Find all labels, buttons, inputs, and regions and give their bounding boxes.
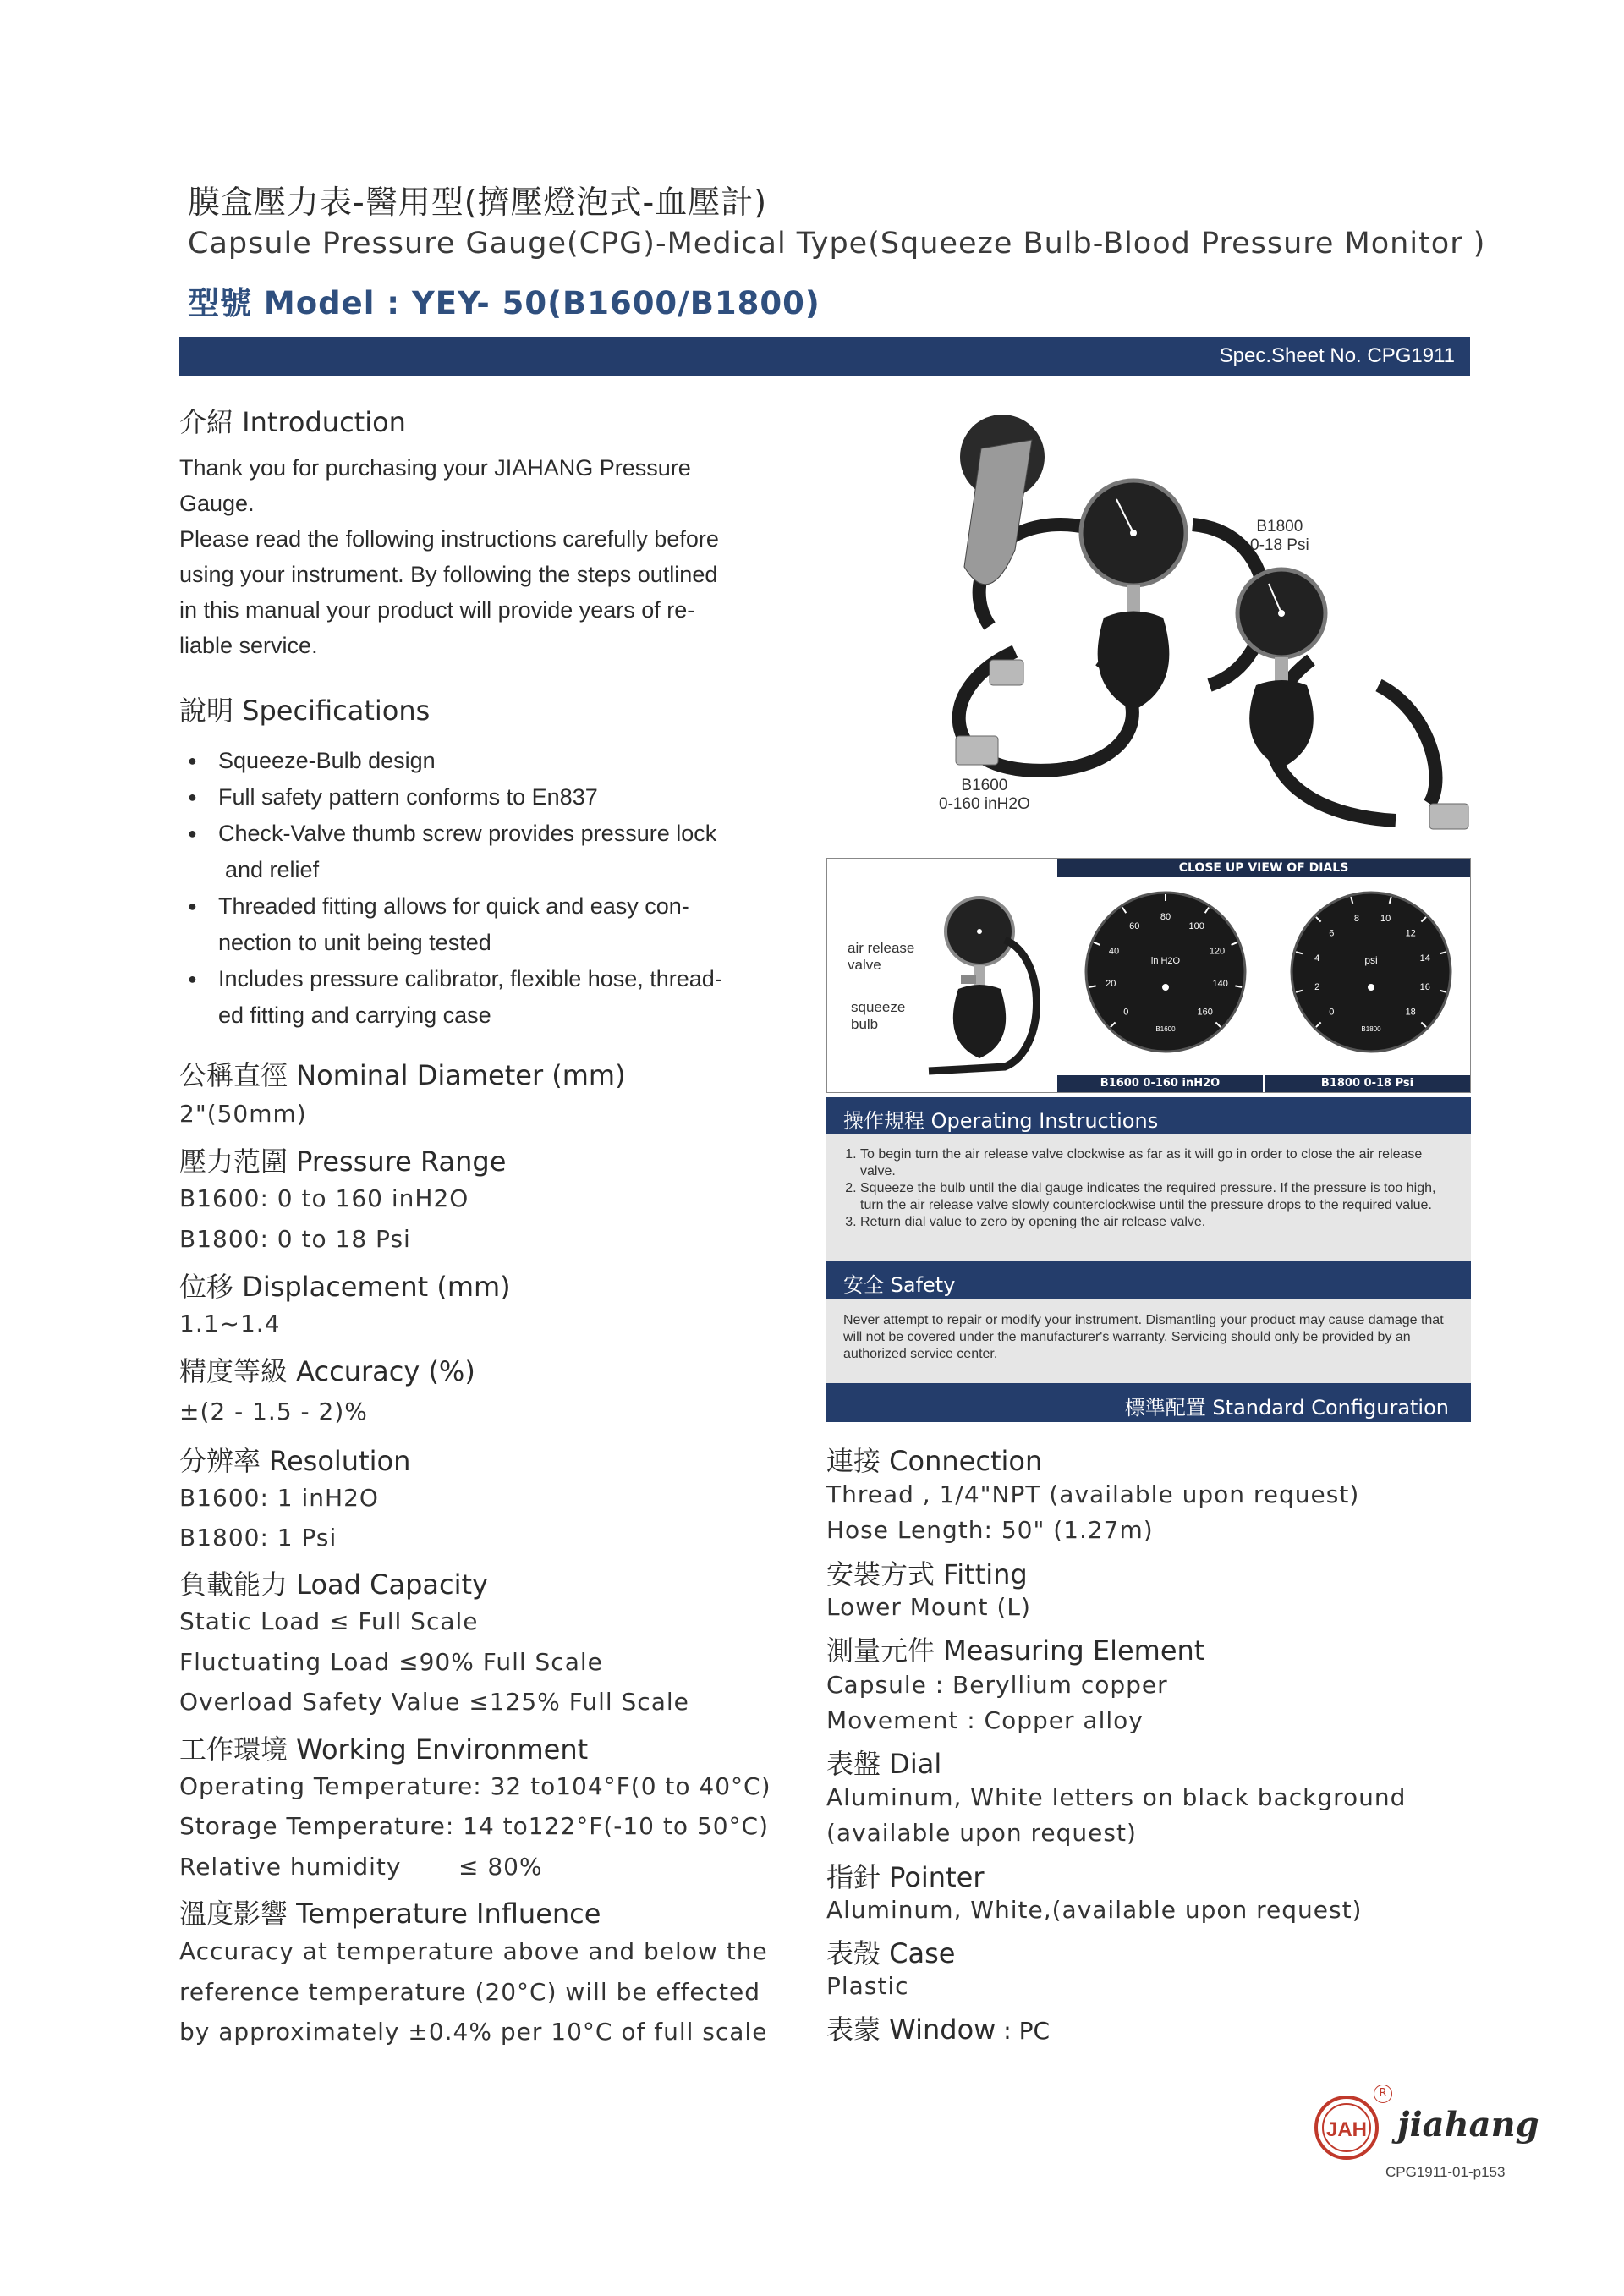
dial-tick-label: 120 — [1209, 946, 1226, 957]
operating-instructions-heading: 操作規程 Operating Instructions — [843, 1109, 1159, 1133]
dial-unit: psi — [1364, 954, 1378, 966]
dial-tick-label: 140 — [1212, 978, 1228, 989]
case-value: Plastic — [826, 1972, 909, 2000]
closeup-title: CLOSE UP VIEW OF DIALS — [1057, 859, 1470, 877]
dial-heading: 表盤 Dial — [826, 1748, 942, 1780]
bulb-b1600-icon — [1098, 612, 1170, 711]
spec-sheet-banner — [179, 337, 1470, 376]
squeeze-bulb-icon — [953, 985, 1006, 1058]
model-number: 型號 Model : YEY- 50(B1600/B1800) — [188, 285, 820, 321]
measuring-element-heading: 測量元件 Measuring Element — [826, 1634, 1205, 1667]
dial-tick-label: 16 — [1419, 982, 1430, 993]
dial-value: Aluminum, White letters on black background — [826, 1783, 1407, 1811]
dial-tick-label: 60 — [1129, 921, 1140, 932]
pressure-range-b1800: B1800: 0 to 18 Psi — [179, 1225, 411, 1253]
safety-box — [826, 1299, 1471, 1392]
list-item: ● Threaded fitting allows for quick and easy con- nection to unit being tested — [188, 888, 780, 961]
dial-tick-label: 20 — [1106, 978, 1116, 989]
humidity-value: ≤ 80% — [458, 1853, 543, 1881]
accuracy-value: ±(2 - 1.5 - 2)% — [179, 1398, 368, 1425]
intro-line: Thank you for purchasing your JIAHANG Pressure — [179, 455, 691, 481]
resolution-b1800: B1800: 1 Psi — [179, 1524, 337, 1552]
temperature-influence-heading: 溫度影響 Temperature Influence — [179, 1898, 601, 1930]
instruction-step: 2. Squeeze the bulb until the dial gauge indicates the required pressure. If the pressure is too high, turn the air release valve slowly counterclockwise until the pressure drops to the required value. — [860, 1180, 1454, 1214]
pressure-range-heading: 壓力范圍 Pressure Range — [179, 1145, 507, 1178]
intro-line: liable service. — [179, 633, 318, 658]
operating-instructions-box — [826, 1134, 1471, 1270]
temp-influence-line: Accuracy at temperature above and below the — [179, 1937, 768, 1965]
window-heading: 表蒙 Window : PC — [826, 2013, 1051, 2046]
dial-tick-label: 6 — [1329, 928, 1335, 939]
dial-tick-label: 0 — [1123, 1007, 1129, 1018]
pointer-value: Aluminum, White,(available upon request) — [826, 1896, 1363, 1924]
accuracy-heading: 精度等級 Accuracy (%) — [179, 1355, 475, 1387]
connection-heading: 連接 Connection — [826, 1445, 1043, 1477]
photo-label-b1600: B1600 0-160 inH2O — [939, 777, 1030, 813]
standard-configuration-bar — [826, 1383, 1471, 1422]
instruction-step: 3. Return dial value to zero by opening the air release valve. — [860, 1214, 1454, 1231]
air-release-valve-icon — [961, 975, 976, 984]
dial-tick-label: 160 — [1197, 1007, 1213, 1018]
dial2-caption: B1800 0-18 Psi — [1265, 1075, 1470, 1092]
closeup-gauge-illustration — [912, 881, 1056, 1084]
dial-tick-label: 14 — [1419, 953, 1430, 964]
dial-b1800 — [1287, 879, 1456, 1065]
air-release-valve-label: air release valve — [848, 940, 915, 973]
measuring-capsule: Capsule : Beryllium copper — [826, 1671, 1168, 1699]
nominal-diameter-heading: 公稱直徑 Nominal Diameter (mm) — [179, 1059, 626, 1091]
safety-heading: 安全 Safety — [843, 1273, 956, 1297]
storage-temperature: Storage Temperature: 14 to122°F(-10 to 50°C) — [179, 1812, 770, 1840]
operating-temperature: Operating Temperature: 32 to104°F(0 to 40°C) — [179, 1772, 771, 1800]
displacement-heading: 位移 Displacement (mm) — [179, 1271, 511, 1303]
dial-tick-label: 12 — [1405, 928, 1416, 939]
instruction-step: 1. To begin turn the air release valve clockwise as far as it will go in order to close the air release valve. — [860, 1146, 1454, 1180]
load-overload: Overload Safety Value ≤125% Full Scale — [179, 1688, 689, 1716]
intro-line: Please read the following instructions carefully before — [179, 526, 719, 552]
window-value: : PC — [996, 2017, 1051, 2045]
spec-sheet-number: Spec.Sheet No. CPG1911 — [1219, 344, 1455, 367]
closeup-panel — [826, 858, 1471, 1093]
specifications-list — [188, 743, 780, 1034]
intro-line: Gauge. — [179, 491, 255, 516]
introduction-text — [179, 450, 788, 663]
load-capacity-heading: 負載能力 Load Capacity — [179, 1568, 488, 1601]
list-item: ● Squeeze-Bulb design — [188, 743, 780, 779]
photo-label-b1800: B1800 0-18 Psi — [1250, 518, 1309, 554]
dial-tick-label: 4 — [1314, 953, 1320, 964]
specifications-heading: 說明 Specifications — [179, 695, 431, 727]
temp-influence-line: by approximately ±0.4% per 10°C of full scale — [179, 2018, 768, 2046]
fitting-heading: 安裝方式 Fitting — [826, 1558, 1028, 1590]
fitting-value: Lower Mount (L) — [826, 1593, 1031, 1621]
squeeze-bulb-label: squeeze bulb — [851, 999, 906, 1032]
dial-pivot — [1368, 984, 1374, 991]
product-photo — [888, 406, 1480, 838]
fitting-icon — [990, 660, 1023, 685]
dial1-caption: B1600 0-160 inH2O — [1057, 1075, 1263, 1092]
dial-tick-label: 80 — [1160, 912, 1171, 922]
dial-value-note: (available upon request) — [826, 1819, 1137, 1847]
registered-mark: R — [1374, 2085, 1392, 2103]
dial-tick-label: 18 — [1405, 1007, 1416, 1018]
document-code: CPG1911-01-p153 — [1385, 2164, 1506, 2180]
list-item: ● Includes pressure calibrator, flexible hose, thread- ed fitting and carrying case — [188, 961, 780, 1034]
brand-name: jiahang — [1397, 2105, 1539, 2145]
case-heading: 表殼 Case — [826, 1937, 956, 1969]
measuring-movement: Movement : Copper alloy — [826, 1706, 1144, 1734]
dial-tick-label: 2 — [1314, 982, 1320, 993]
pointer-heading: 指針 Pointer — [826, 1861, 985, 1893]
nominal-diameter-value: 2"(50mm) — [179, 1100, 307, 1128]
load-static: Static Load ≤ Full Scale — [179, 1607, 479, 1635]
jiahang-logo — [1313, 2094, 1380, 2161]
safety-text: Never attempt to repair or modify your instrument. Dismantling your product may cause damage that will not be covered under the manufacturer's warranty. Servicing should only be provided by an authorized service center. — [843, 1313, 1444, 1361]
dial-tick-label: 8 — [1353, 914, 1359, 925]
bulb-b1800-icon — [1249, 680, 1314, 768]
fitting-icon — [1429, 804, 1468, 829]
safety-bar — [826, 1261, 1471, 1299]
temp-influence-line: reference temperature (20°C) will be effected — [179, 1978, 761, 2006]
dial-pivot — [1162, 984, 1169, 991]
dial-unit: in H2O — [1150, 956, 1181, 966]
fitting-icon — [956, 736, 998, 765]
dial-tick-label: 40 — [1108, 946, 1120, 957]
intro-line: in this manual your product will provide years of re- — [179, 597, 695, 623]
displacement-value: 1.1~1.4 — [179, 1310, 281, 1338]
logo-letters: JAH — [1325, 2118, 1368, 2141]
list-item: ● Check-Valve thumb screw provides pressure lock and relief — [188, 816, 780, 888]
dial-tick-label: 100 — [1188, 921, 1204, 932]
humidity-label: Relative humidity — [179, 1853, 402, 1881]
standard-configuration-heading: 標準配置 Standard Configuration — [1124, 1396, 1449, 1420]
dial-b1600 — [1081, 879, 1250, 1065]
resolution-b1600: B1600: 1 inH2O — [179, 1484, 379, 1512]
dial-tick-label: 10 — [1380, 914, 1391, 925]
operating-instructions-bar — [826, 1097, 1471, 1134]
introduction-heading: 介紹 Introduction — [179, 406, 406, 438]
connection-hose: Hose Length: 50" (1.27m) — [826, 1516, 1154, 1544]
load-fluctuating: Fluctuating Load ≤90% Full Scale — [179, 1648, 603, 1676]
dial-tick-label: 0 — [1329, 1007, 1335, 1018]
pressure-range-b1600: B1600: 0 to 160 inH2O — [179, 1184, 469, 1212]
title-chinese: 膜盒壓力表-醫用型(擠壓燈泡式-血壓計) — [188, 184, 768, 221]
resolution-heading: 分辨率 Resolution — [179, 1445, 411, 1477]
title-english: Capsule Pressure Gauge(CPG)-Medical Type(Squeeze Bulb-Blood Pressure Monitor ) — [188, 227, 1486, 261]
working-environment-heading: 工作環境 Working Environment — [179, 1733, 589, 1766]
dial-model: B1800 — [1361, 1025, 1381, 1033]
connection-thread: Thread , 1/4"NPT (available upon request) — [826, 1480, 1360, 1508]
intro-line: using your instrument. By following the steps outlined — [179, 562, 718, 587]
list-item: ● Full safety pattern conforms to En837 — [188, 779, 780, 816]
dial-model: B1600 — [1155, 1025, 1176, 1033]
